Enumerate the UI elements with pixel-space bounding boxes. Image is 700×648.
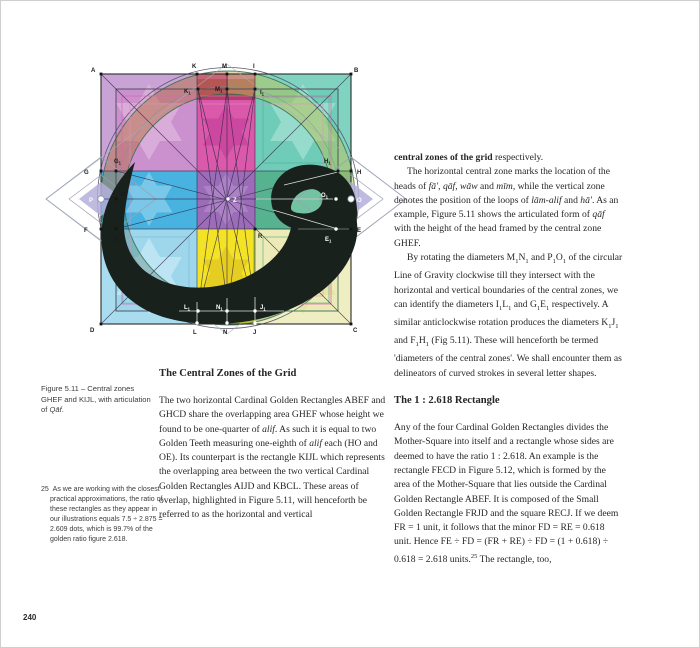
point-label: $O_1$ [321,193,329,200]
column-right [394,151,624,567]
point-label: K [192,64,197,70]
point-label: A [91,68,96,74]
point-dot [197,88,200,91]
point-dot-white [334,197,337,200]
point-dot [100,73,103,76]
point-label: $M_1$ [215,87,223,94]
point-label: O [357,198,362,204]
page-number: 240 [23,613,37,622]
point-label: Z [233,198,237,204]
point-label: $E_1$ [325,237,332,244]
point-circle [98,196,104,202]
point-dot [115,228,118,231]
point-dot-white [196,309,199,312]
point-dot-white [226,197,229,200]
section-heading-rectangle: The 1 : 2.618 Rectangle [394,395,500,407]
point-dot [254,73,257,76]
point-label: $L_1$ [184,305,191,312]
point-label: $H_1$ [324,159,331,166]
point-label: M [222,64,227,70]
point-dot [196,73,199,76]
point-circle [348,196,354,202]
point-label: I [253,64,255,70]
point-dot [100,228,103,231]
paragraph-lead: central zones of the grid respectively. [394,152,544,163]
footnote-25 [41,485,163,545]
point-label: P [89,198,94,204]
point-label: $J_1$ [260,305,266,312]
column-middle [159,367,388,523]
point-label: L [193,330,197,336]
point-label: R [258,234,263,240]
point-label: F [84,228,88,234]
point-dot-white [253,309,256,312]
paragraph-diameters: By rotating the diameters $M_1N_1$ and $P_1O_1$ of the circular Line of Gravity clockwise till they intersect with the horizontal and vertical boundaries of the central zones, we can identify the diameters $I_1L_1$ and $G_1E_1$ respectively. A similar anticlockwise rotation produces the diameters $K_1J_1$ and $F_1H_1$ (Fig 5.11). These will henceforth be termed 'diameters of the central zones'. We shall encounter them as delineators of curved strokes in several letter shapes. [394,252,623,379]
point-dot-white [334,227,337,230]
point-dot-white [253,321,256,324]
point-dot-white [225,309,228,312]
point-dot [115,170,118,173]
point-label: J [253,330,257,336]
point-dot [254,228,257,231]
footnote-text: 25 As we are working with the closest practical approximations, the ratio of these rectangles as they appear in our illustrations equals 7.5 ÷ 2.875 = 2.609 dots, which is 99.7% of the golden ratio figure 2.618. [41,486,163,543]
point-label: H [357,170,362,176]
point-label: D [90,328,95,334]
paragraph-central-zones: The two horizontal Cardinal Golden Rectangles ABEF and GHCD share the overlapping area GHEF whose height we found to be one-quarter of alif. As such it is equal to two Golden Teeth measuring one-eighth of alif each (HO and OE). Its counterpart is the rectangle KIJL which represents the overlapping area between the two vertical Cardinal Golden Rectangles AIJD and KBCL. These areas of overlap, highlighted in Figure 5.11, will henceforth be referred to as the horizontal and vertical [159,395,386,521]
point-dot-white [225,321,228,324]
point-dot [350,228,353,231]
point-label: $G_1$ [114,159,122,166]
section-heading-central-zones: The Central Zones of the Grid [159,368,297,379]
point-label: N [223,330,228,336]
spacer [394,381,624,394]
point-label: $P_1$ [121,192,128,199]
point-label: G [84,170,89,176]
point-dot [350,323,353,326]
point-dot [226,73,229,76]
point-dot [350,170,353,173]
point-label: $F_1$ [114,237,121,244]
point-label: $I_1$ [260,90,265,97]
point-dot [350,73,353,76]
point-dot [226,88,229,91]
paragraph-horizontal-zone: The horizontal central zone marks the location of the heads of fā', qāf, wāw and mīm, while the vertical zone denotes the position of the loops of lām-alif and hā'. As an example, Figure 5.11 shows the articulated form of qāf with the height of the head framed by the central zone GHEF. [394,166,619,249]
point-dot [100,170,103,173]
point-dot [115,198,118,201]
figure-caption: Figure 5.11 – Central zones GHEF and KIJL, with articulation of Qāf. [41,384,151,415]
point-dot [100,323,103,326]
point-label: C [353,328,358,334]
figure-5-11-diagram [29,49,433,351]
point-label: E [357,228,362,234]
point-label: $N_1$ [216,305,223,312]
point-label: B [354,68,359,74]
point-dot-white [195,321,198,324]
point-dot [254,88,257,91]
paragraph-golden-rectangle: Any of the four Cardinal Golden Rectangles divides the Mother-Square into itself and a rectangle whose sides are deemed to have the ratio 1 : 2.618. An example is the rectangle FECD in Figure 5.12, which is formed by the area of the Mother-Square that lies outside the Cardinal Golden Rectangle ABEF. It is composed of the Small Golden Rectangle FRJD and the square RECJ. If we deem FR = 1 unit, it follows that the minor FD = RE = 0.618 unit. Hence FE ÷ FD = (FR + RE) ÷ FD = (1 + 0.618) ÷ 0.618 = 2.618 units.$^{25}$ The rectangle, too, [394,422,619,565]
point-dot [337,170,340,173]
point-label: $K_1$ [184,89,191,96]
